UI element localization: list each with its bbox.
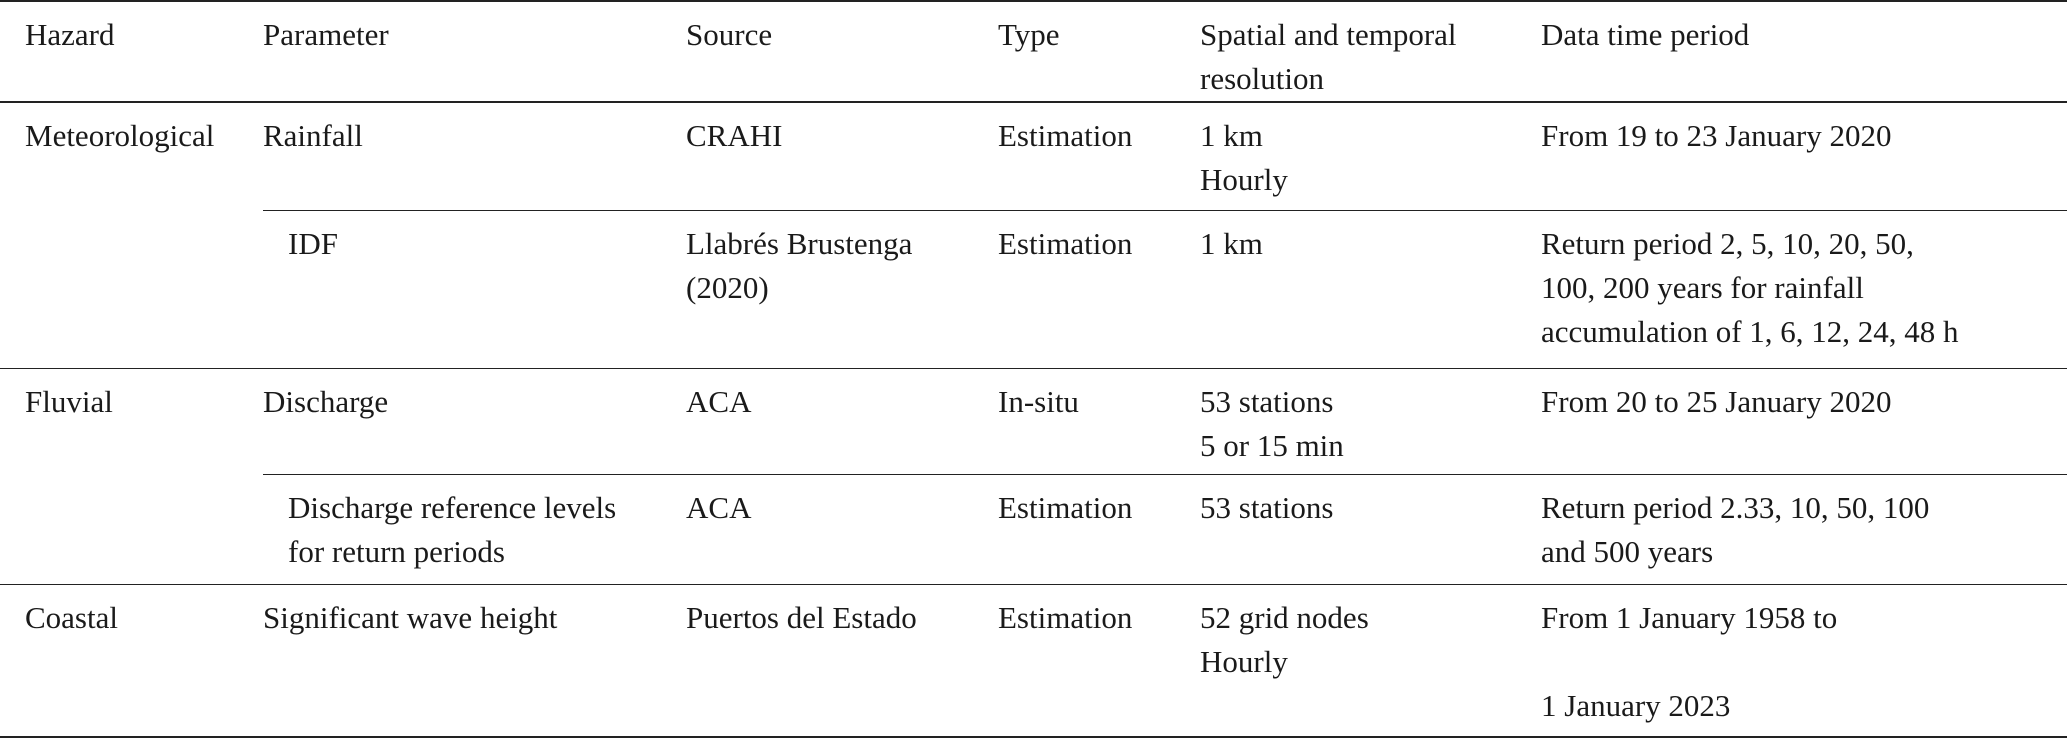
type-cell: In-situ [998,368,1200,474]
hazard-cell-coastal: Coastal [0,584,263,737]
resolution-line: 5 or 15 min [1200,427,1344,463]
period-cell [1541,368,2067,474]
hazard-cell-meteorological: Meteorological [25,118,215,153]
period-line: Return period 2.33, 10, 50, 100 [1541,489,1930,525]
parameter-line: Significant wave height [263,599,558,635]
resolution-line: Hourly [1200,643,1288,679]
parameter-line: Rainfall [263,118,363,153]
header-resolution-line-1: Spatial and temporal [1200,17,1457,52]
parameter-cell [263,210,686,368]
resolution-cell [1200,584,1541,737]
resolution-line: Hourly [1200,162,1288,197]
table-row [0,210,2067,368]
resolution-line: 53 stations [1200,383,1334,419]
source-cell [686,474,998,584]
parameter-cell [263,584,686,737]
parameter-cell [263,368,686,474]
period-cell [1541,584,2067,737]
parameter-line: Discharge reference levels [288,489,617,525]
parameter-cell [263,102,686,210]
source-cell [686,210,998,368]
period-line: 1 January 2023 [1541,687,1731,723]
period-line: From 20 to 25 January 2020 [1541,383,1892,419]
resolution-line: 1 km [1200,118,1263,153]
header-resolution-line-2: resolution [1200,61,1324,96]
header-resolution [1200,1,1541,102]
resolution-cell [1200,368,1541,474]
resolution-cell [1200,102,1541,210]
resolution-line: 53 stations [1200,489,1334,525]
source-cell [686,584,998,737]
resolution-line: 1 km [1200,225,1263,261]
table-row [0,102,2067,210]
table-row [0,584,2067,737]
header-hazard: Hazard [0,1,263,102]
source-line: ACA [686,383,752,419]
period-cell [1541,474,2067,584]
header-source: Source [686,1,998,102]
header-parameter: Parameter [263,1,686,102]
source-cell [686,102,998,210]
type-cell: Estimation [998,584,1200,737]
source-line: Llabrés Brustenga [686,225,913,261]
period-line: Return period 2, 5, 10, 20, 50, [1541,225,1914,261]
source-line: ACA [686,489,752,525]
type-cell: Estimation [998,118,1133,153]
parameter-line: IDF [288,225,338,261]
period-line-gap [1541,640,2067,684]
table-header-row [0,1,2067,102]
source-line: CRAHI [686,118,783,153]
type-cell: Estimation [998,210,1200,368]
period-line: From 19 to 23 January 2020 [1541,118,1892,153]
hazard-cell-fluvial: Fluvial [0,368,263,584]
resolution-line: 52 grid nodes [1200,599,1369,635]
period-line: From 1 January 1958 to [1541,599,1838,635]
source-line: Puertos del Estado [686,599,917,635]
resolution-cell [1200,210,1541,368]
source-line: (2020) [686,269,769,305]
table-row [0,474,2067,584]
parameter-line: Discharge [263,383,389,419]
period-cell [1541,102,2067,210]
type-cell: Estimation [998,474,1200,584]
parameter-cell [263,474,686,584]
period-cell [1541,210,2067,368]
parameter-line: for return periods [288,533,505,569]
period-line: and 500 years [1541,533,1714,569]
source-cell [686,368,998,474]
period-line: accumulation of 1, 6, 12, 24, 48 h [1541,313,1959,349]
resolution-cell [1200,474,1541,584]
header-period: Data time period [1541,1,2067,102]
period-line: 100, 200 years for rainfall [1541,269,1864,305]
header-type: Type [998,1,1200,102]
table-row [0,368,2067,474]
